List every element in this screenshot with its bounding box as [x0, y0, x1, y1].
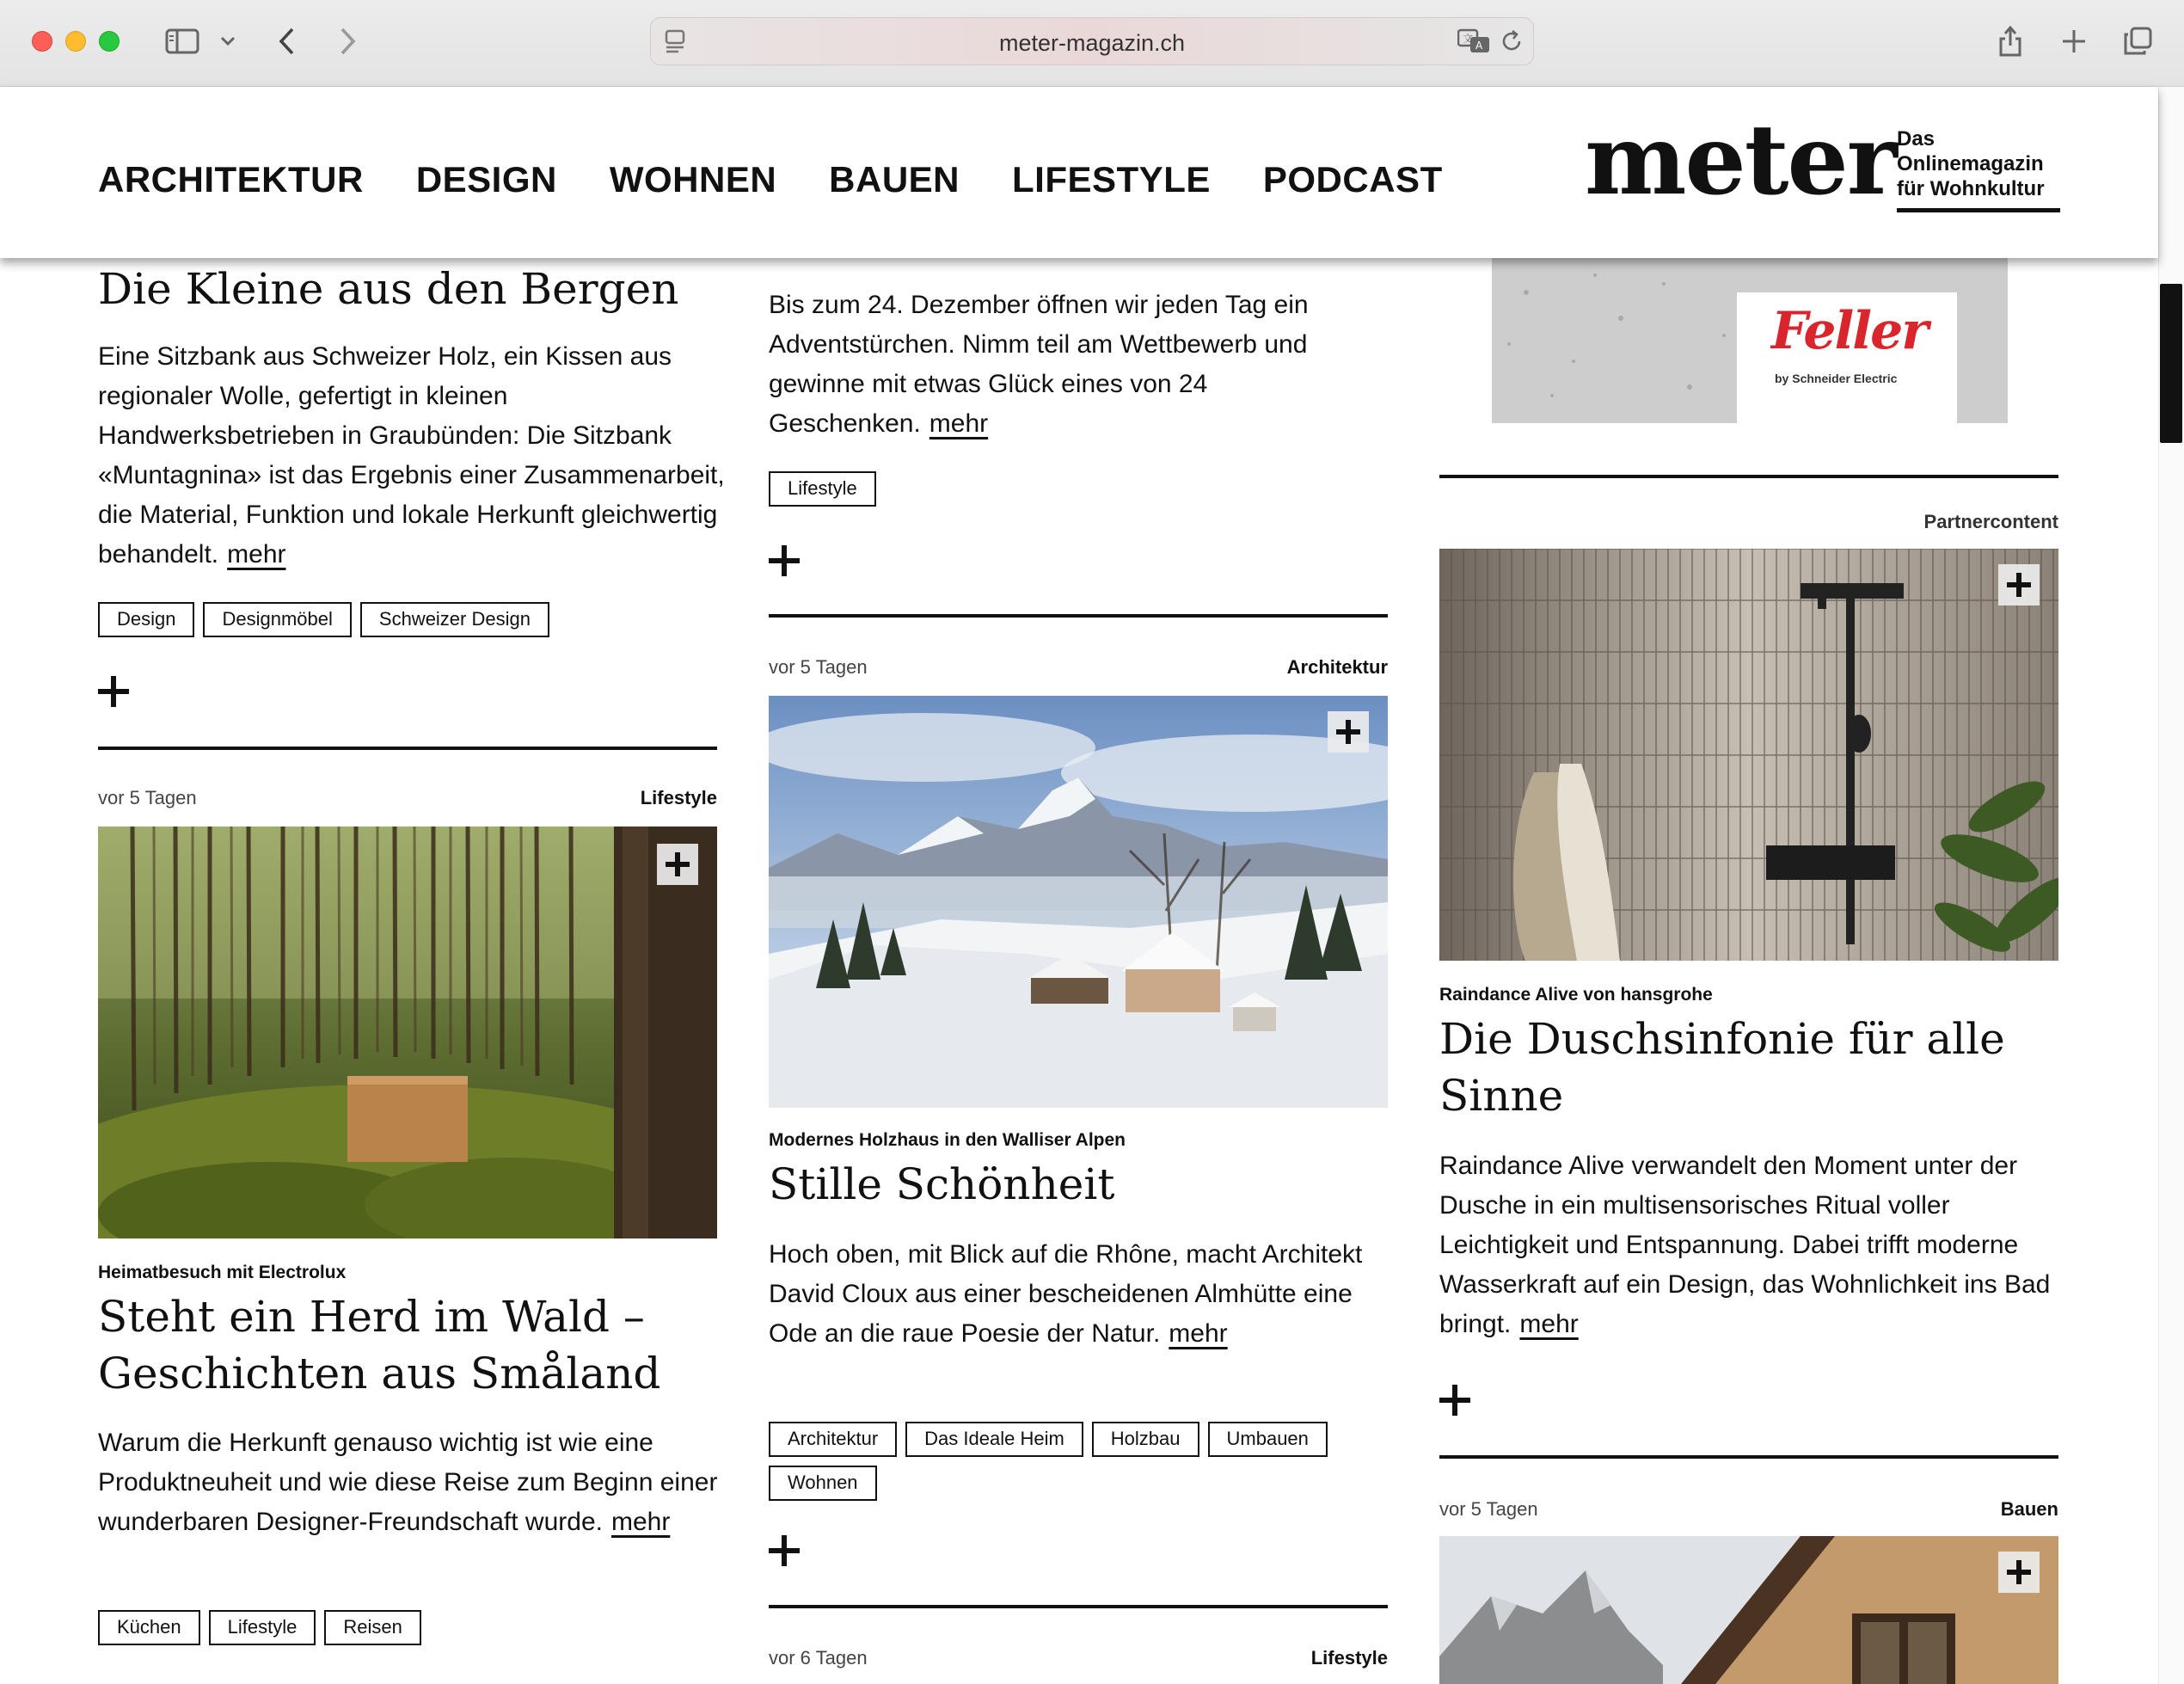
- teaser-text: Eine Sitzbank aus Schweizer Holz, ein Kissen aus regionaler Wolle, gefertigt in kleinen Handwerksbetrieben in Graubünden: Die Sitzbank «Muntagnina» ist das Ergebnis einer Zusammenarbeit, die Material, Funktion und lokale Herkunft gleichwertig behandelt.: [98, 342, 725, 569]
- tag-reisen[interactable]: Reisen: [324, 1610, 420, 1645]
- article-title[interactable]: Die Kleine aus den Bergen: [98, 264, 679, 314]
- tag-schweizer-design[interactable]: Schweizer Design: [360, 602, 549, 637]
- tab-overview-icon[interactable]: [2120, 22, 2155, 60]
- expand-plus-icon[interactable]: [769, 544, 803, 578]
- expand-plus-icon[interactable]: [769, 1533, 803, 1568]
- save-plus-icon[interactable]: [1328, 711, 1369, 753]
- reload-icon[interactable]: [1499, 28, 1525, 58]
- divider: [769, 1605, 1388, 1608]
- tag-lifestyle[interactable]: Lifestyle: [209, 1610, 316, 1645]
- building-illustration: [1439, 1536, 2058, 1684]
- feller-sub: by Schneider Electric: [1775, 372, 1898, 385]
- article-date: vor 5 Tagen: [1439, 1498, 1538, 1520]
- tag-designmoebel[interactable]: Designmöbel: [203, 602, 351, 637]
- title-line-1: Steht ein Herd im Wald –: [98, 1292, 645, 1342]
- nav-podcast[interactable]: PODCAST: [1262, 159, 1443, 200]
- close-window-button[interactable]: [32, 31, 52, 52]
- article-teaser: [1439, 1146, 2076, 1344]
- alpine-illustration: [769, 696, 1388, 1108]
- nav-bauen[interactable]: BAUEN: [829, 159, 960, 200]
- more-link[interactable]: mehr: [1519, 1310, 1579, 1338]
- article-feed: [0, 258, 2158, 1684]
- chevron-down-icon[interactable]: [215, 22, 241, 60]
- article-date: vor 5 Tagen: [769, 656, 868, 678]
- tag-list: [98, 602, 726, 637]
- tag-wohnen[interactable]: Wohnen: [769, 1466, 877, 1501]
- tag-kuechen[interactable]: Küchen: [98, 1610, 200, 1645]
- article-teaser: [98, 337, 726, 575]
- divider: [1439, 1455, 2058, 1459]
- partner-content-label: Partnercontent: [1923, 511, 2058, 532]
- tag-list: [769, 1422, 1396, 1501]
- article-date: vor 6 Tagen: [769, 1647, 868, 1669]
- teaser-text: Bis zum 24. Dezember öffnen wir jeden Tag ein Adventstürchen. Nimm teil am Wettbewerb und gewinne mit etwas Glück eines von 24 Geschenken.: [769, 291, 1309, 438]
- translate-icon[interactable]: [1457, 28, 1492, 58]
- divider: [98, 747, 717, 750]
- article-teaser: [98, 1423, 734, 1542]
- forward-icon[interactable]: [332, 22, 363, 60]
- main-nav: [98, 159, 1443, 200]
- tag-holzbau[interactable]: Holzbau: [1092, 1422, 1199, 1457]
- nav-architektur[interactable]: ARCHITEKTUR: [98, 159, 364, 200]
- tag-das-ideale-heim[interactable]: Das Ideale Heim: [905, 1422, 1083, 1457]
- more-link[interactable]: mehr: [929, 409, 989, 438]
- article-date: vor 5 Tagen: [98, 787, 197, 808]
- nav-wohnen[interactable]: WOHNEN: [609, 159, 777, 200]
- title-line-2: Geschichten aus Småland: [98, 1349, 661, 1398]
- more-link[interactable]: mehr: [227, 540, 286, 569]
- article-category[interactable]: Bauen: [2000, 1498, 2058, 1520]
- site-logo[interactable]: meter: [1585, 104, 1896, 217]
- tag-umbauen[interactable]: Umbauen: [1208, 1422, 1328, 1457]
- tag-list: [98, 1610, 726, 1645]
- zoom-window-button[interactable]: [99, 31, 120, 52]
- forest-illustration: [98, 827, 717, 1238]
- tag-design[interactable]: Design: [98, 602, 194, 637]
- teaser-text: Hoch oben, mit Blick auf die Rhône, macht Architekt David Cloux aus einer bescheidenen Almhütte eine Ode an die raue Poesie der Natur.: [769, 1240, 1363, 1348]
- article-title[interactable]: Stille Schönheit: [769, 1159, 1115, 1209]
- nav-lifestyle[interactable]: LIFESTYLE: [1012, 159, 1211, 200]
- title-line-2: Sinne: [1439, 1071, 1564, 1121]
- new-tab-icon[interactable]: [2057, 22, 2091, 60]
- article-title[interactable]: [1439, 1011, 2005, 1124]
- tagline-line-2: Onlinemagazin: [1897, 152, 2044, 175]
- article-title[interactable]: [98, 1288, 660, 1402]
- article-kicker: Raindance Alive von hansgrohe: [1439, 985, 1713, 1005]
- site-header: [0, 87, 2158, 258]
- page-scrollbar-thumb[interactable]: [2160, 284, 2182, 443]
- share-icon[interactable]: [1993, 22, 2028, 60]
- title-line-1: Die Duschsinfonie für alle: [1439, 1014, 2005, 1064]
- sidebar-toggle-icon[interactable]: [162, 22, 203, 60]
- feller-ad-banner[interactable]: [1492, 258, 2008, 423]
- divider: [769, 614, 1388, 618]
- save-plus-icon[interactable]: [1998, 1552, 2040, 1593]
- divider: [1439, 475, 2058, 478]
- tag-list: [769, 471, 1396, 507]
- article-category[interactable]: Lifestyle: [640, 787, 717, 808]
- tag-lifestyle[interactable]: Lifestyle: [769, 471, 876, 507]
- url-text: meter-magazin.ch: [998, 30, 1186, 56]
- tagline-line-1: Das: [1897, 127, 1936, 151]
- feller-logo: Feller: [1771, 301, 1927, 361]
- save-plus-icon[interactable]: [657, 844, 698, 885]
- expand-plus-icon[interactable]: [1439, 1383, 1474, 1417]
- svg-text:文: 文: [1463, 33, 1474, 45]
- teaser-text: Warum die Herkunft genauso wichtig ist wie eine Produktneuheit und wie diese Reise zum Beginn einer wunderbaren Designer-Freundschaft wurde.: [98, 1429, 718, 1536]
- svg-text:A: A: [1475, 40, 1483, 52]
- building-image[interactable]: [1439, 1536, 2058, 1684]
- article-teaser: [769, 286, 1396, 444]
- minimize-window-button[interactable]: [65, 31, 86, 52]
- article-kicker: Heimatbesuch mit Electrolux: [98, 1263, 347, 1282]
- article-kicker: Modernes Holzhaus in den Walliser Alpen: [769, 1130, 1126, 1150]
- article-category[interactable]: Architektur: [1286, 656, 1388, 678]
- article-category[interactable]: Lifestyle: [1310, 1647, 1388, 1669]
- nav-design[interactable]: DESIGN: [415, 159, 557, 200]
- teaser-text: Raindance Alive verwandelt den Moment unter der Dusche in ein multisensorisches Ritual voller Leichtigkeit und Entspannung. Dabei trifft moderne Wasserkraft auf ein Design, das Wohnlichkeit ins Bad bringt.: [1439, 1152, 2051, 1338]
- back-icon[interactable]: [272, 22, 303, 60]
- alpine-image[interactable]: [769, 696, 1388, 1108]
- shower-image[interactable]: [1439, 549, 2058, 961]
- save-plus-icon[interactable]: [1998, 564, 2040, 605]
- expand-plus-icon[interactable]: [98, 674, 132, 709]
- feller-logo-box: [1737, 292, 1957, 423]
- site-tagline: [1897, 126, 2060, 212]
- forest-image[interactable]: [98, 827, 717, 1238]
- address-bar[interactable]: [650, 17, 1534, 65]
- shower-illustration: [1439, 549, 2058, 961]
- tag-architektur[interactable]: Architektur: [769, 1422, 897, 1457]
- browser-toolbar: [0, 0, 2184, 87]
- more-link[interactable]: mehr: [610, 1508, 671, 1536]
- more-link[interactable]: mehr: [1169, 1319, 1228, 1348]
- article-teaser: [769, 1235, 1396, 1354]
- tagline-line-3: für Wohnkultur: [1897, 177, 2045, 200]
